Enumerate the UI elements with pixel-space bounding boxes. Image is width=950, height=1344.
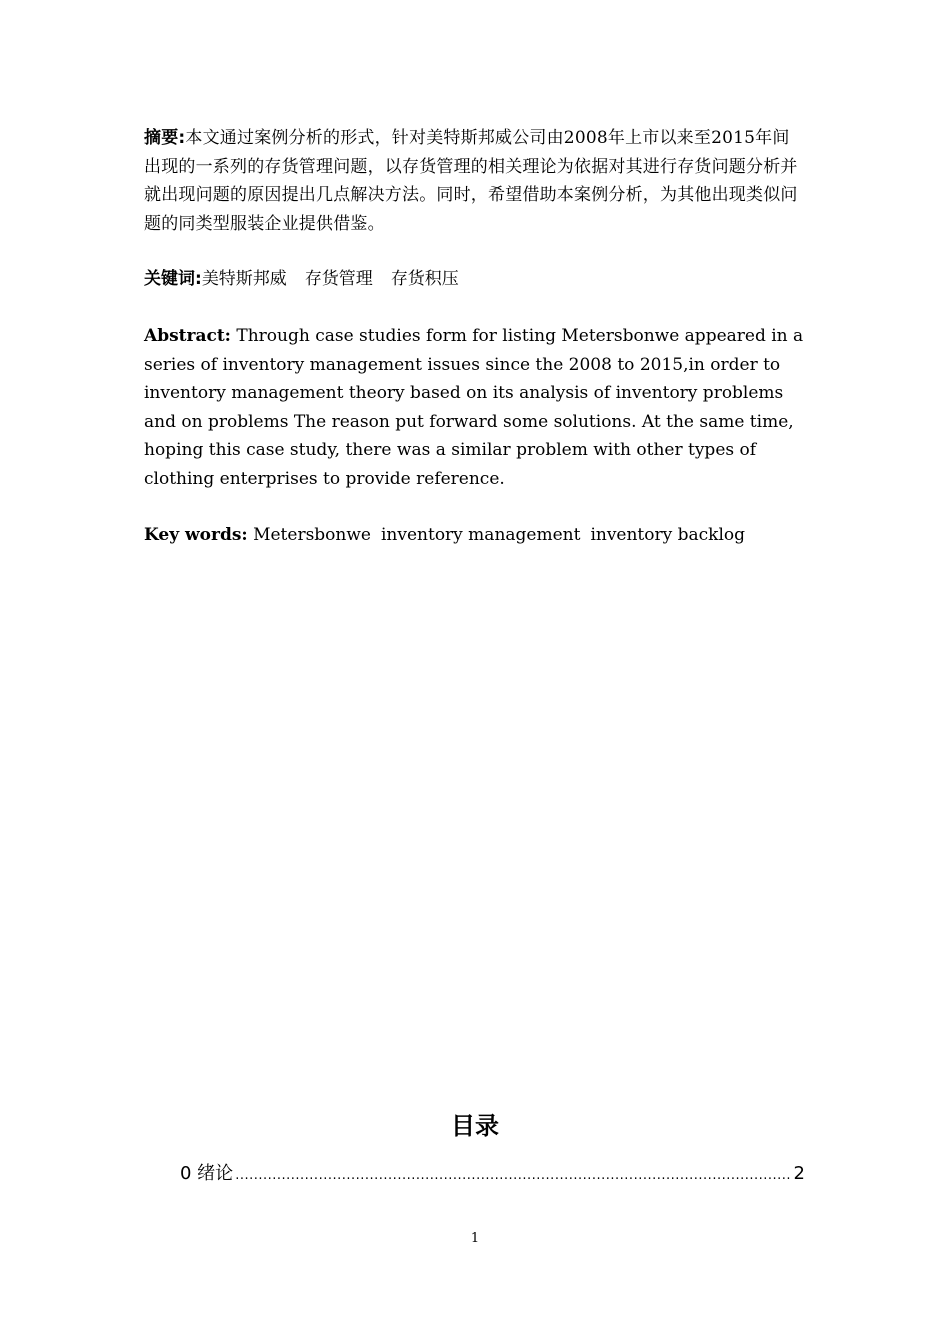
chinese-keyword: 美特斯邦威 <box>201 269 287 289</box>
english-keywords-label: Key words: <box>144 525 248 545</box>
chinese-abstract <box>144 124 804 239</box>
toc-title: 目录 <box>451 1112 499 1140</box>
english-keyword: inventory backlog <box>590 525 746 545</box>
english-abstract-label: Abstract: <box>144 326 231 346</box>
chinese-abstract-label: 摘要: <box>144 128 186 148</box>
chinese-keyword: 存货积压 <box>390 269 459 289</box>
english-keywords <box>144 521 804 550</box>
toc-entry-label: 0 绪论 <box>180 1163 234 1184</box>
english-keyword: Metersbonwe <box>253 525 371 545</box>
chinese-abstract-text: 本文通过案例分析的形式，针对美特斯邦威公司由2008年上市以来至2015年间出现的一系列的存货管理问题，以存货管理的相关理论为依据对其进行存货问题分析并就出现问题的原因提出几点解决方法。同时，希望借助本案例分析，为其他出现类似问题的同类型服装企业提供借鉴。 <box>144 128 798 235</box>
english-abstract <box>144 322 804 494</box>
page-number: 1 <box>470 1231 480 1246</box>
toc-entry[interactable] <box>180 1159 805 1185</box>
english-keyword: inventory management <box>380 525 581 545</box>
toc-entry-page: 2 <box>793 1163 805 1184</box>
chinese-keywords <box>144 265 804 294</box>
english-abstract-text: Through case studies form for listing Metersbonwe appeared in a series of inventory management issues since the 2008 to 2015,in order to inventory management theory based on its analysis of inventory problems and on problems The reason put forward some solutions. At the same time, hoping this case study, there was a similar problem with other types of clothing enterprises to provide reference. <box>144 326 804 489</box>
chinese-keywords-label: 关键词: <box>144 269 202 289</box>
chinese-keyword: 存货管理 <box>304 269 373 289</box>
toc-leader-dots <box>235 1163 791 1184</box>
